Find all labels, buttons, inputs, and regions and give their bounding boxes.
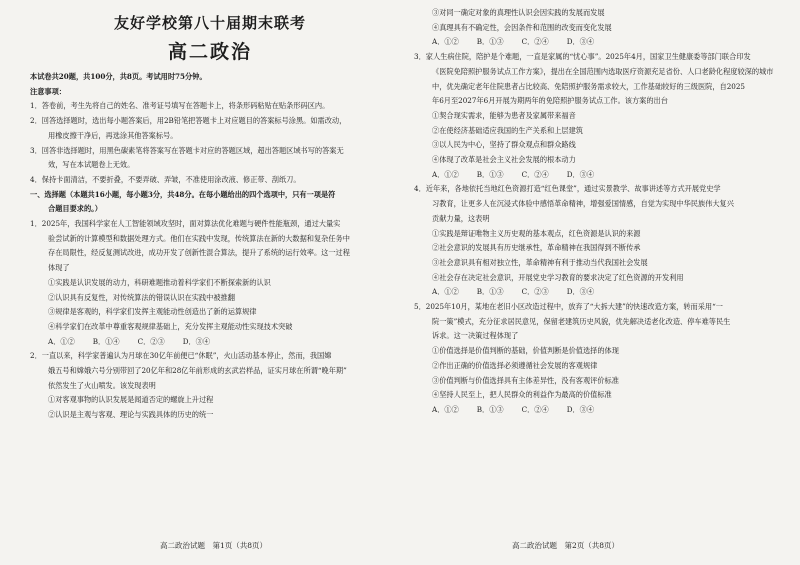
q2-stem: 娥五号和嫦娥六号分别带回了20亿年和28亿年前形成的玄武岩样品，证实月球在所谓“晚年期”	[48, 366, 347, 376]
option-c: C．②④	[521, 169, 549, 179]
q3-item: ①契合现实需求，能够为患者及家属带来福音	[432, 110, 576, 120]
note-line: 3．回答非选择题时，用黑色碳素笔将答案写在答题卡对应的答题区域，超出答题区域书写的答案无	[30, 145, 344, 155]
option-a: A．①②	[432, 404, 459, 414]
q3-stem: 中，优先确定老年住院患者占比较高、免陪照护服务需求较大，工作基础较好的三级医院，自2025	[432, 81, 745, 91]
q4-item: ②社会意识的发展具有历史继承性，革命精神在我国得到不断传承	[432, 243, 641, 253]
option-a: A．①②	[48, 336, 75, 346]
q5-item: ③价值判断与价值选择具有主体差异性，没有客观评价标准	[432, 375, 619, 385]
q5-item: ①价值选择是价值判断的基础，价值判断是价值选择的体现	[432, 346, 619, 356]
section-heading: 一、选择题（本题共16小题，每小题3分，共48分。在每小题给出的四个选项中，只有一项是符	[30, 189, 336, 199]
q1-options	[30, 335, 390, 350]
q3-item: ④体现了改革是社会主义社会发展的根本动力	[432, 155, 576, 165]
q2-stem: 依然发生了火山喷发。该发现表明	[48, 380, 156, 390]
q2-item: ③对同一确定对象的真理性认识会因实践的发展而发展	[432, 8, 605, 17]
option-d: D．③④	[566, 287, 595, 297]
option-d: D．③④	[566, 169, 595, 179]
notes-heading: 注意事项：	[30, 86, 66, 96]
option-d: D．③④	[182, 336, 211, 346]
q4-stem: 贡献力量，这表明	[432, 213, 490, 223]
note-line: 2．回答选择题时，选出每小题答案后，用2B铅笔把答题卡上对应题目的答案标号涂黑。如需改动，	[30, 116, 347, 126]
option-c: C．②④	[521, 404, 549, 414]
option-b: B．①④	[92, 336, 120, 346]
q2-options	[414, 35, 774, 50]
q4-item: ④社会存在决定社会意识，开展党史学习教育的要求决定了红色资源的开发利用	[432, 272, 684, 282]
q1-item: ②认识具有反复性，对传统算法的错误认识在实践中被推翻	[48, 292, 235, 302]
q1-item: ④科学家们在改革中尊重客观规律基础上，充分发挥主观能动性实现技术突破	[48, 321, 293, 331]
q1-stem: 1．2025年，我国科学家在人工智能领域攻坚时，面对算法优化难题与硬件性能瓶颈，通过大量实	[30, 219, 341, 229]
page-2-footer: 高二政治试题 第2页（共8页）	[512, 541, 620, 550]
q3-item: ③以人民为中心，坚持了群众观点和群众路线	[432, 140, 576, 150]
q1-item: ③规律是客观的，科学家们发挥主观能动性创造出了新的运算规律	[48, 307, 257, 317]
option-b: B．①③	[476, 404, 504, 414]
q2-stem: 2．一直以来，科学家普遍认为月球在30亿年前便已“休眠”，火山活动基本停止，然而，我国嫦	[30, 351, 332, 361]
q4-stem: 习教育，让更多人在沉浸式体验中感悟革命精神，增强爱国情感，自觉为实现中华民族伟大复兴	[432, 199, 734, 209]
q5-item: ④坚持人民至上，把人民群众的利益作为最高的价值标准	[432, 390, 612, 400]
option-a: A．①②	[432, 169, 459, 179]
q4-item: ③社会意识具有相对独立性，革命精神有利于推动当代我国社会发展	[432, 257, 648, 267]
q2-item: ①对客观事物的认识发展是闻道否定的螺旋上升过程	[48, 395, 214, 405]
note-line: 4．保持卡面清洁，不要折叠，不要弄破、弄皱，不准使用涂改液、修正带、刮纸刀。	[30, 174, 301, 184]
option-c: C．②③	[137, 336, 165, 346]
q5-options	[414, 403, 774, 418]
exam-title: 友好学校第八十届期末联考	[113, 14, 306, 32]
q1-stem: 存在局限性，经反复测试改进，成功开发了创新性混合算法，提升了系统的运行效率。这一过程	[48, 248, 350, 258]
q3-options	[414, 168, 774, 183]
q3-stem: 年6月至2027年6月开展为期两年的免陪照护服务试点工作。该方案的出台	[432, 96, 668, 106]
note-line: 效，写在本试题卷上无效。	[48, 160, 135, 170]
option-b: B．①③	[476, 37, 504, 47]
q4-item: ①实践是辩证唯物主义历史观的基本观点，红色资源是认识的来源	[432, 228, 641, 238]
note-line: 1．答卷前，考生先将自己的姓名、准考证号填写在答题卡上，将条形码粘贴在贴条形码区内。	[30, 101, 330, 111]
q5-stem: 诉求。这一决策过程体现了	[432, 331, 519, 341]
page-1-footer: 高二政治试题 第1页（共8页）	[160, 541, 268, 550]
q3-stem: 3．家人生病住院，陪护是个难题，一直是家属的“忧心事”。2025年4月，国家卫生健康委等部门联合印发	[414, 52, 751, 62]
q5-stem: 5．2025年10月，某地在老旧小区改造过程中，放弃了“大拆大建”的快速改造方案，转而采用“一	[414, 302, 723, 312]
exam-info: 本试卷共20题，共100分，共8页。考试用时75分钟。	[30, 72, 207, 81]
q4-options	[414, 285, 774, 300]
option-a: A．①②	[432, 287, 459, 297]
section-heading-cont: 合题目要求的。）	[48, 204, 102, 214]
subject-title: 高二政治	[167, 41, 252, 63]
q1-stem: 验尝试新的计算模型和数据处理方式。他们在实践中发现，传统算法在新的大数据和复杂任务中	[48, 233, 350, 243]
q3-item: ②在使经济基础适应我国的生产关系和上层建筑	[432, 125, 583, 135]
option-b: B．①③	[476, 287, 504, 297]
option-d: D．③④	[566, 404, 595, 414]
page-2	[400, 0, 800, 565]
q2-item: ②认识是主观与客观、理论与实践具体的历史的统一	[48, 410, 214, 420]
option-c: C．②④	[521, 37, 549, 47]
option-b: B．①③	[476, 169, 504, 179]
option-d: D．③④	[566, 37, 595, 47]
q1-item: ①实践是认识发展的动力，科研难题推动着科学家们不断探索新的认识	[48, 277, 271, 287]
q2-item: ④真理具有不确定性，会因条件和范围的改变而变化发展	[432, 22, 612, 32]
note-line: 用橡皮擦干净后，再选涂其他答案标号。	[48, 130, 178, 140]
option-c: C．②③	[521, 287, 549, 297]
q5-item: ②作出正确的价值选择必须遵循社会发展的客观规律	[432, 360, 598, 370]
q5-stem: 院一策”模式，充分征求居民意见，保留老建筑历史风貌，优先解决适老化改造、停车难等民生	[432, 316, 731, 326]
q1-stem: 体现了	[48, 263, 70, 273]
q4-stem: 4．近年来，各地依托当地红色资源打造“红色课堂”，通过实景教学、故事讲述等方式开展党史学	[414, 184, 721, 194]
option-a: A．①②	[432, 37, 459, 47]
q3-stem: 《医院免陪照护服务试点工作方案》，提出在全国范围内选取医疗资源充足省份、人口老龄化程度较深的城市	[432, 66, 774, 76]
